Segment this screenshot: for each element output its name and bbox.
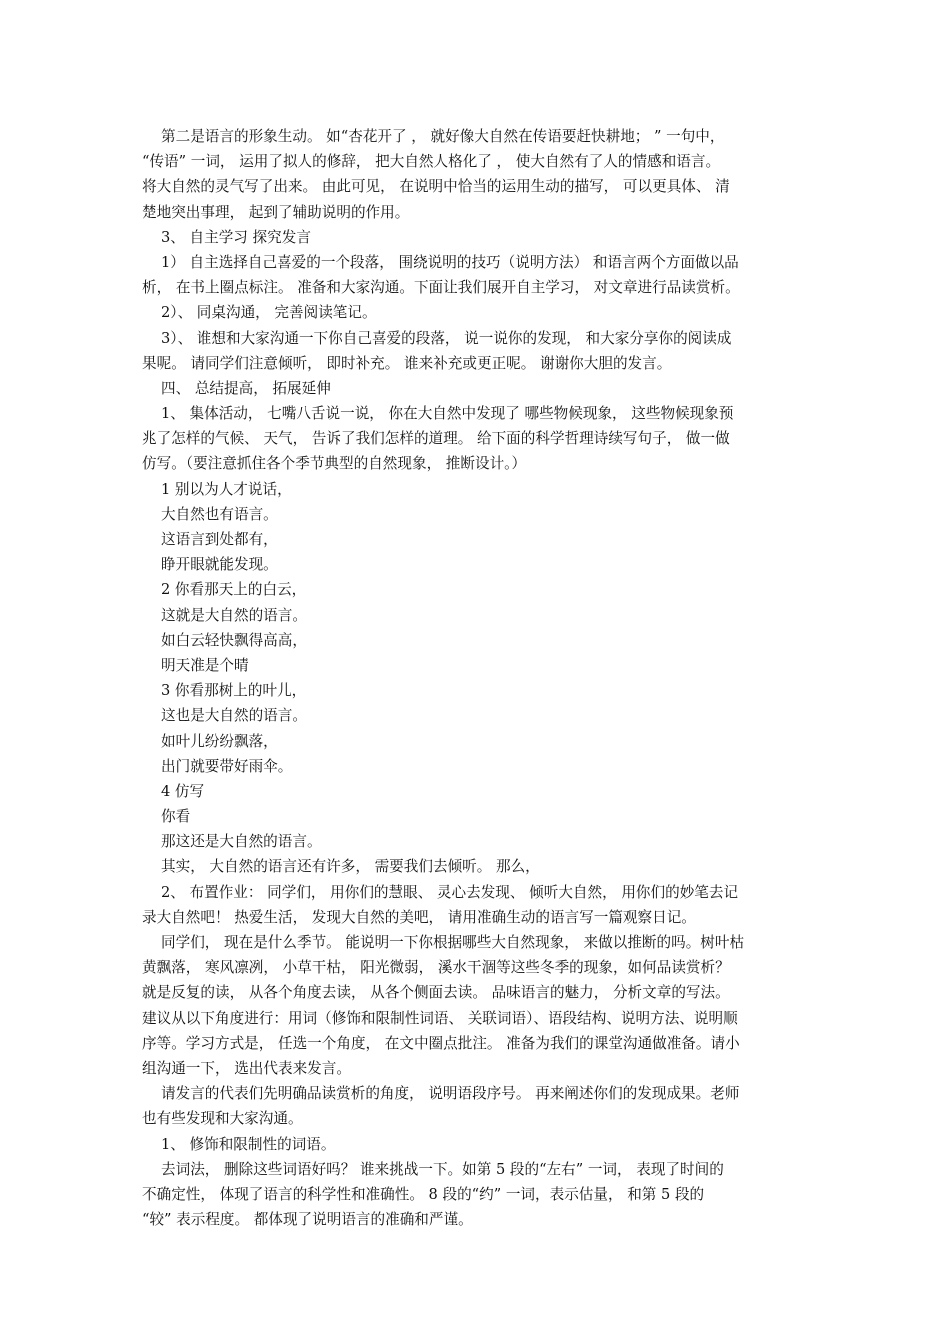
text-line: 4 仿写 — [161, 782, 205, 800]
text-line: 序等。学习方式是， 任选一个角度， 在文中圈点批注。 准备为我们的课堂沟通做准备。请小 — [142, 1034, 740, 1052]
text-line: 建议从以下角度进行：用词（修饰和限制性词语、 关联词语）、语段结构、说明方法、说明顺 — [142, 1009, 738, 1027]
text-line: 2）、 同桌沟通， 完善阅读笔记。 — [161, 304, 377, 322]
text-line: 兆了怎样的气候、 天气， 告诉了我们怎样的道理。 给下面的科学哲理诗续写句子， 做一做 — [142, 430, 730, 448]
document-page — [142, 124, 808, 1232]
text-line: 就是反复的读， 从各个角度去读， 从各个侧面去读。 品味语言的魅力， 分析文章的写法。 — [142, 984, 730, 1002]
text-line: 3）、 谁想和大家沟通一下你自己喜爱的段落， 说一说你的发现， 和大家分享你的阅读成 — [161, 329, 732, 347]
text-line: 那这还是大自然的语言。 — [161, 833, 322, 851]
text-line: 析， 在书上圈点标注。 准备和大家沟通。下面让我们展开自主学习， 对文章进行品读赏析。 — [142, 279, 740, 297]
text-line: 2 你看那天上的白云， — [161, 581, 307, 599]
text-line: 2、 布置作业： 同学们， 用你们的慧眼、 灵心去发现、 倾听大自然， 用你们的妙笔去记 — [161, 883, 739, 901]
text-line: 明天准是个晴 — [161, 656, 249, 674]
text-line: 请发言的代表们先明确品读赏析的角度， 说明语段序号。 再来阐述你们的发现成果。老师 — [161, 1085, 740, 1103]
text-line: 也有些发现和大家沟通。 — [142, 1110, 303, 1128]
text-line: 1、 修饰和限制性的词语。 — [161, 1135, 336, 1153]
text-line: 出门就要带好雨伞。 — [161, 757, 293, 775]
text-line: 如叶儿纷纷飘落， — [161, 732, 278, 750]
text-line: 楚地突出事理， 起到了辅助说明的作用。 — [142, 203, 410, 221]
text-line: 你看 — [161, 808, 191, 826]
text-line: 不确定性， 体现了语言的科学性和准确性。 8 段的“约” 一词，表示估量， 和第 5 段的 — [142, 1185, 705, 1203]
text-line: 黄飘落， 寒风凛冽， 小草干枯， 阳光微弱， 溪水干涸等这些冬季的现象，如何品读赏析？ — [142, 959, 730, 977]
text-line: 将大自然的灵气写了出来。 由此可见， 在说明中恰当的运用生动的描写， 可以更具体、 清 — [142, 178, 730, 196]
text-line: 录大自然吧！ 热爱生活， 发现大自然的美吧， 请用准确生动的语言写一篇观察日记。 — [142, 908, 696, 926]
text-line: 3 你看那树上的叶儿， — [161, 682, 307, 700]
text-line: 去词法， 删除这些词语好吗？ 谁来挑战一下。如第 5 段的“左右” 一词， 表现了时间的 — [161, 1160, 724, 1178]
text-line: 四、 总结提高， 拓展延伸 — [161, 379, 331, 397]
text-line: 仿写。（要注意抓住各个季节典型的自然现象， 推断设计。） — [142, 455, 527, 473]
text-line: 这也是大自然的语言。 — [161, 707, 307, 725]
text-line: 同学们， 现在是什么季节。 能说明一下你根据哪些大自然现象， 来做以推断的吗。树叶枯 — [161, 934, 745, 951]
text-line: 1、 集体活动， 七嘴八舌说一说， 你在大自然中发现了 哪些物候现象， 这些物候现象预 — [161, 405, 734, 423]
text-line: “较” 表示程度。 都体现了说明语言的准确和严谨。 — [142, 1211, 473, 1229]
text-line: 大自然也有语言。 — [161, 505, 278, 523]
text-line: 果呢。 请同学们注意倾听， 即时补充。 谁来补充或更正呢。 谢谢你大胆的发言。 — [142, 354, 672, 372]
text-line: 这语言到处都有， — [161, 531, 278, 548]
text-line: 1 别以为人才说话， — [161, 480, 292, 498]
text-line: 组沟通一下， 选出代表来发言。 — [142, 1059, 351, 1077]
text-line: 第二是语言的形象生动。 如“杏花开了 ， 就好像大自然在传语要赶快耕地； ” 一句中， — [161, 128, 725, 145]
text-line: 这就是大自然的语言。 — [161, 606, 307, 624]
text-line: 1） 自主选择自己喜爱的一个段落， 围绕说明的技巧（说明方法） 和语言两个方面做以品 — [161, 253, 739, 271]
text-line: 3、 自主学习 探究发言 — [161, 228, 311, 246]
text-line: 如白云轻快飘得高高， — [161, 631, 307, 649]
text-line: “传语” 一词， 运用了拟人的修辞， 把大自然人格化了 ， 使大自然有了人的情感和语言。 — [142, 153, 721, 171]
text-line: 睁开眼就能发现。 — [161, 556, 278, 574]
text-line: 其实， 大自然的语言还有许多， 需要我们去倾听。 那么， — [161, 858, 540, 876]
